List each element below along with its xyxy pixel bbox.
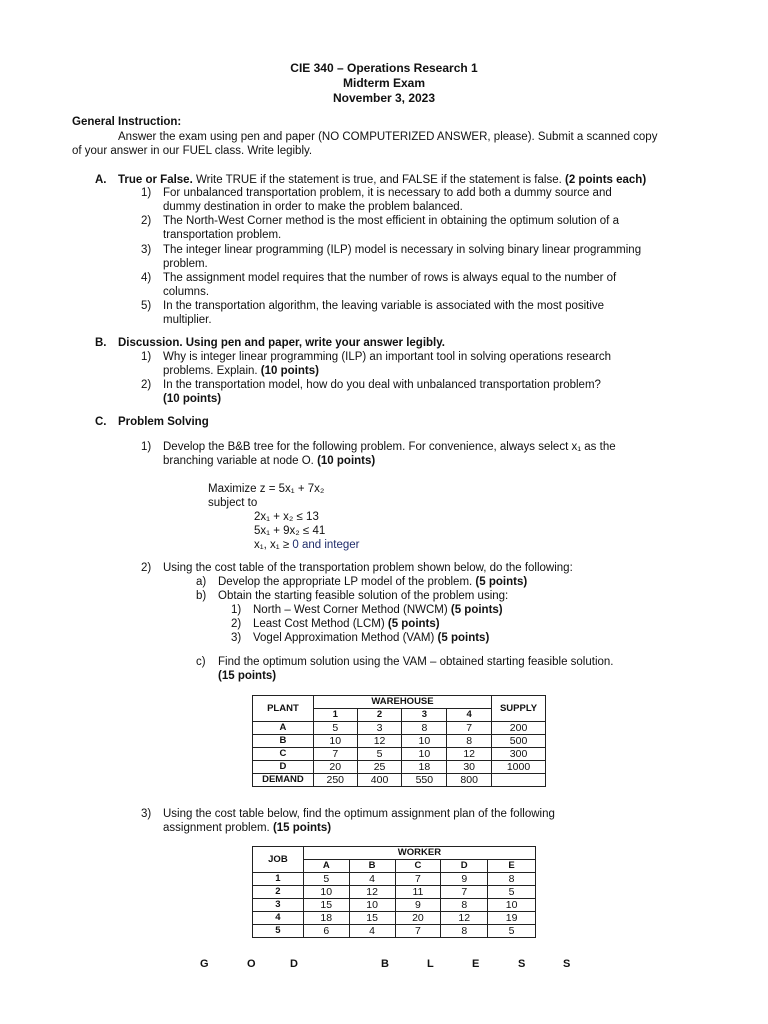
worker-col: D <box>441 860 488 873</box>
cost-cell: 20 <box>395 912 441 925</box>
footer-letter: S <box>563 958 571 970</box>
general-instruction-line2: of your answer in our FUEL class. Write legibly. <box>72 145 313 157</box>
cost-cell: 10 <box>349 899 395 912</box>
general-instruction-line1: Answer the exam using pen and paper (NO COMPUTERIZED ANSWER, please). Submit a scanned copy <box>118 131 658 143</box>
worker-col: A <box>303 860 349 873</box>
cost-cell: 8 <box>441 925 488 938</box>
worker-header: WORKER <box>303 847 535 860</box>
section-a-item-3 <box>141 243 641 271</box>
section-a-letter: A. <box>95 174 107 186</box>
plant-header: PLANT <box>253 696 314 722</box>
sub-text: Obtain the starting feasible solution of the problem using: <box>218 590 509 602</box>
empty-cell <box>492 774 546 787</box>
item-text: Using the cost table of the transportation problem shown below, do the following: <box>163 562 573 574</box>
section-a-item-5 <box>141 299 604 327</box>
sub-number: c) <box>196 656 206 668</box>
cost-cell: 8 <box>488 873 536 886</box>
problem-2a <box>196 575 527 589</box>
job-header: JOB <box>253 847 304 873</box>
cost-cell: 25 <box>357 761 402 774</box>
footer-letter: O <box>247 958 256 970</box>
method-points: (5 points) <box>437 632 490 644</box>
warehouse-col: 3 <box>402 709 447 722</box>
section-a-item-1 <box>141 186 612 214</box>
lp-subject-to: subject to <box>208 497 258 509</box>
cost-cell: 7 <box>395 925 441 938</box>
cost-cell: 5 <box>303 873 349 886</box>
sub-text: Develop the appropriate LP model of the problem. <box>218 576 476 588</box>
item-text-cont: dummy destination in order to make the problem balanced. <box>163 201 463 213</box>
problem-3 <box>141 807 555 835</box>
warehouse-col: 2 <box>357 709 402 722</box>
job-label: 4 <box>253 912 304 925</box>
cost-cell: 7 <box>441 886 488 899</box>
plant-label: C <box>253 748 314 761</box>
warehouse-col: 1 <box>313 709 357 722</box>
section-a-instruction: Write TRUE if the statement is true, and FALSE if the statement is false. <box>192 174 565 186</box>
item-points: (15 points) <box>272 822 332 834</box>
method-text: North – West Corner Method (NWCM) <box>253 604 451 616</box>
worker-col: C <box>395 860 441 873</box>
table-row <box>253 735 546 748</box>
cost-cell: 5 <box>488 886 536 899</box>
item-points: (10 points) <box>163 393 222 405</box>
problem-2b <box>196 589 508 603</box>
table-row <box>253 899 536 912</box>
demand-header: DEMAND <box>253 774 314 787</box>
cost-cell: 5 <box>357 748 402 761</box>
section-a-item-4 <box>141 271 616 299</box>
footer-letter: D <box>290 958 298 970</box>
method-number: 2) <box>231 618 242 630</box>
item-text: The assignment model requires that the number of rows is always equal to the number of <box>163 272 617 284</box>
item-text: Develop the B&B tree for the following problem. For convenience, always select x₁ as the <box>163 441 616 453</box>
item-text-cont: branching variable at node O. <box>163 455 318 467</box>
table-row <box>253 761 546 774</box>
plant-label: A <box>253 722 314 735</box>
cost-cell: 3 <box>357 722 402 735</box>
cost-cell: 10 <box>313 735 357 748</box>
method-text: Vogel Approximation Method (VAM) <box>253 632 438 644</box>
cost-cell: 7 <box>395 873 441 886</box>
item-number: 1) <box>141 441 152 453</box>
item-number: 5) <box>141 300 152 312</box>
item-number: 3) <box>141 244 152 256</box>
footer-letter: E <box>472 958 480 970</box>
cost-cell: 10 <box>402 735 447 748</box>
method-number: 1) <box>231 604 242 616</box>
item-number: 2) <box>141 562 152 574</box>
footer-letter: G <box>200 958 209 970</box>
cost-cell: 12 <box>441 912 488 925</box>
section-a-item-2 <box>141 214 619 242</box>
plant-label: D <box>253 761 314 774</box>
demand-cell: 400 <box>357 774 402 787</box>
method-vam <box>231 631 489 645</box>
cost-cell: 4 <box>349 925 395 938</box>
item-text: In the transportation algorithm, the leaving variable is associated with the most positive <box>163 300 605 312</box>
item-number: 1) <box>141 187 152 199</box>
cost-cell: 18 <box>402 761 447 774</box>
general-instruction-heading: General Instruction: <box>72 116 182 128</box>
exam-title: Midterm Exam <box>342 76 426 90</box>
job-label: 1 <box>253 873 304 886</box>
item-number: 2) <box>141 215 152 227</box>
item-text: The integer linear programming (ILP) model is necessary in solving binary linear programming <box>163 244 642 256</box>
method-lcm <box>231 617 440 631</box>
cost-cell: 7 <box>313 748 357 761</box>
footer-letter: B <box>381 958 389 970</box>
sub-text: Find the optimum solution using the VAM – obtained starting feasible solution. <box>218 656 614 668</box>
footer-letter: S <box>518 958 526 970</box>
method-points: (5 points) <box>387 618 440 630</box>
table-row <box>253 925 536 938</box>
demand-cell: 800 <box>447 774 492 787</box>
lp-constraint-1: 2x₁ + x₂ ≤ 13 <box>254 511 319 523</box>
section-b-title: Discussion. Using pen and paper, write your answer legibly. <box>118 337 445 349</box>
demand-cell: 550 <box>402 774 447 787</box>
exam-date: November 3, 2023 <box>332 91 436 105</box>
job-label: 5 <box>253 925 304 938</box>
cost-cell: 11 <box>395 886 441 899</box>
demand-row <box>253 774 546 787</box>
worker-col: E <box>488 860 536 873</box>
item-number: 1) <box>141 351 152 363</box>
cost-cell: 8 <box>447 735 492 748</box>
section-b-letter: B. <box>95 337 107 349</box>
cost-cell: 9 <box>441 873 488 886</box>
sub-points: (5 points) <box>475 576 528 588</box>
item-text-cont: problems. Explain. <box>163 365 261 377</box>
supply-cell: 300 <box>492 748 546 761</box>
cost-cell: 19 <box>488 912 536 925</box>
problem-2c <box>196 655 614 683</box>
lp-var-bounds: x₁, x₁ ≥ <box>254 539 293 551</box>
method-text: Least Cost Method (LCM) <box>253 618 388 630</box>
item-text: The North-West Corner method is the most efficient in obtaining the optimum solution of a <box>163 215 619 227</box>
cost-cell: 12 <box>357 735 402 748</box>
supply-cell: 200 <box>492 722 546 735</box>
cost-cell: 12 <box>447 748 492 761</box>
cost-cell: 8 <box>441 899 488 912</box>
supply-cell: 500 <box>492 735 546 748</box>
method-points: (5 points) <box>450 604 503 616</box>
cost-cell: 10 <box>402 748 447 761</box>
item-text-cont: problem. <box>163 258 208 270</box>
cost-cell: 12 <box>349 886 395 899</box>
warehouse-header: WAREHOUSE <box>313 696 491 709</box>
cost-cell: 9 <box>395 899 441 912</box>
transportation-cost-table <box>252 695 546 787</box>
item-text-cont: columns. <box>163 286 210 298</box>
cost-cell: 10 <box>303 886 349 899</box>
problem-1 <box>141 440 616 468</box>
item-text: Why is integer linear programming (ILP) an important tool in solving operations research <box>163 351 612 363</box>
section-c-title: Problem Solving <box>118 416 209 428</box>
cost-cell: 5 <box>488 925 536 938</box>
demand-cell: 250 <box>313 774 357 787</box>
cost-cell: 20 <box>313 761 357 774</box>
item-text-cont: assignment problem. <box>163 822 273 834</box>
method-nwcm <box>231 603 503 617</box>
section-b-item-2 <box>141 378 601 406</box>
warehouse-col: 4 <box>447 709 492 722</box>
item-points: (10 points) <box>317 455 376 467</box>
lp-constraint-3 <box>254 538 360 552</box>
plant-label: B <box>253 735 314 748</box>
cost-cell: 4 <box>349 873 395 886</box>
item-number: 2) <box>141 379 152 391</box>
method-number: 3) <box>231 632 242 644</box>
assignment-cost-table <box>252 846 536 938</box>
worker-col: B <box>349 860 395 873</box>
section-a-title: True or False. <box>118 174 193 186</box>
section-a-points: (2 points each) <box>565 174 647 186</box>
item-points: (10 points) <box>260 365 319 377</box>
item-text: For unbalanced transportation problem, it is necessary to add both a dummy source and <box>163 187 612 199</box>
footer-letter: L <box>427 958 434 970</box>
cost-cell: 5 <box>313 722 357 735</box>
sub-number: b) <box>196 590 207 602</box>
cost-cell: 6 <box>303 925 349 938</box>
section-a-heading <box>118 173 646 187</box>
cost-cell: 15 <box>349 912 395 925</box>
god-bless-footer <box>0 957 768 971</box>
section-b-item-1 <box>141 350 611 378</box>
cost-cell: 7 <box>447 722 492 735</box>
section-c-letter: C. <box>95 416 107 428</box>
item-number: 3) <box>141 808 152 820</box>
table-row <box>253 748 546 761</box>
supply-cell: 1000 <box>492 761 546 774</box>
cost-cell: 18 <box>303 912 349 925</box>
lp-integer-note: 0 and integer <box>292 539 360 551</box>
problem-2 <box>141 561 573 575</box>
lp-objective: Maximize z = 5x₁ + 7x₂ <box>208 483 325 495</box>
item-text: In the transportation model, how do you deal with unbalanced transportation problem? <box>163 379 601 391</box>
item-text: Using the cost table below, find the optimum assignment plan of the following <box>163 808 555 820</box>
job-label: 3 <box>253 899 304 912</box>
sub-number: a) <box>196 576 207 588</box>
cost-cell: 8 <box>402 722 447 735</box>
table-row <box>253 886 536 899</box>
cost-cell: 15 <box>303 899 349 912</box>
lp-constraint-2: 5x₁ + 9x₂ ≤ 41 <box>254 525 326 537</box>
course-title: CIE 340 – Operations Research 1 <box>290 61 478 75</box>
table-row <box>253 873 536 886</box>
job-label: 2 <box>253 886 304 899</box>
item-text-cont: multiplier. <box>163 314 212 326</box>
table-row <box>253 912 536 925</box>
item-number: 4) <box>141 272 152 284</box>
cost-cell: 30 <box>447 761 492 774</box>
supply-header: SUPPLY <box>492 696 546 722</box>
cost-cell: 10 <box>488 899 536 912</box>
item-text-cont: transportation problem. <box>163 229 282 241</box>
table-row <box>253 722 546 735</box>
sub-points: (15 points) <box>218 670 277 682</box>
